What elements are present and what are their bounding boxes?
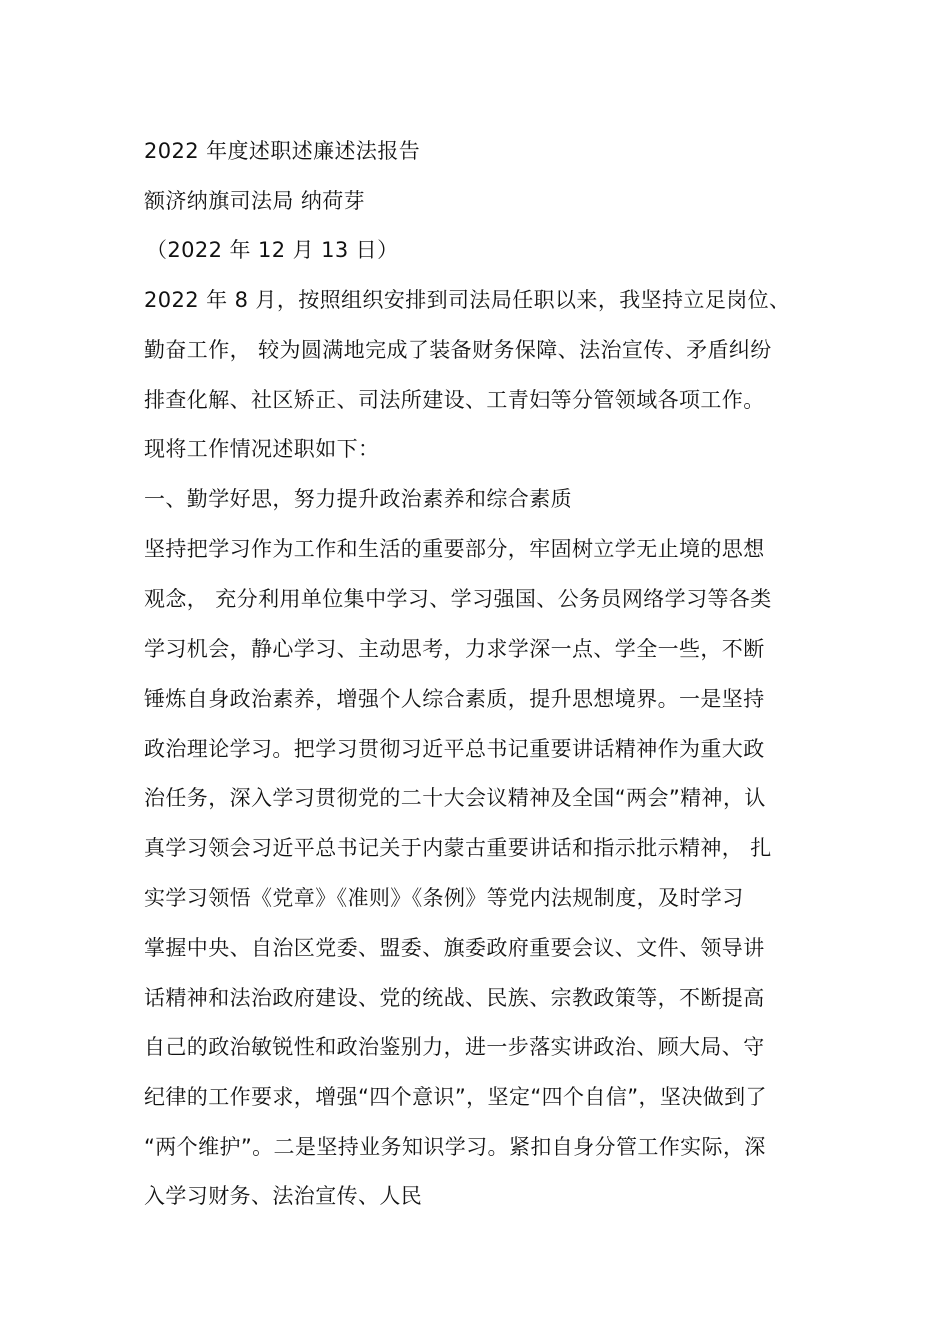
section-heading: 一、勤学好思，努力提升政治素养和综合素质 [144,487,572,511]
body-line: “两个维护”。二是坚持业务知识学习。紧扣自身分管工作实际，深 [144,1135,766,1159]
body-line: 政治理论学习。把学习贯彻习近平总书记重要讲话精神作为重大政 [144,737,765,761]
body-line: 观念， 充分利用单位集中学习、学习强国、公务员网络学习等各类 [144,587,772,611]
document-title: 2022 年度述职述廉述法报告 [144,139,421,163]
body-line: 掌握中央、自治区党委、盟委、旗委政府重要会议、文件、领导讲 [144,936,765,960]
body-line: 排查化解、社区矫正、司法所建设、工青妇等分管领域各项工作。 [144,388,765,412]
body-line: 现将工作情况述职如下： [144,437,380,461]
document-date: （2022 年 12 月 13 日） [146,238,399,262]
body-line: 学习机会，静心学习、主动思考，力求学深一点、学全一些，不断 [144,637,765,661]
body-line: 真学习领会习近平总书记关于内蒙古重要讲话和指示批示精神， 扎 [144,836,772,860]
body-line: 话精神和法治政府建设、党的统战、民族、宗教政策等，不断提高 [144,986,765,1010]
body-line: 2022 年 8 月，按照组织安排到司法局任职以来，我坚持立足岗位、 [144,288,791,312]
body-line: 坚持把学习作为工作和生活的重要部分，牢固树立学无止境的思想 [144,537,765,561]
document-author: 额济纳旗司法局 纳荷芽 [144,189,366,213]
body-line: 锤炼自身政治素养，增强个人综合素质，提升思想境界。一是坚持 [144,687,765,711]
body-line: 治任务，深入学习贯彻党的二十大会议精神及全国“两会”精神，认 [144,786,766,810]
body-line: 勤奋工作， 较为圆满地完成了装备财务保障、法治宣传、矛盾纠纷 [144,338,772,362]
body-line: 自己的政治敏锐性和政治鉴别力，进一步落实讲政治、顾大局、守 [144,1035,765,1059]
body-line: 实学习领悟《党章》《准则》《条例》等党内法规制度，及时学习 [144,886,744,910]
body-line: 入学习财务、法治宣传、人民 [144,1184,423,1208]
body-line: 纪律的工作要求，增强“四个意识”，坚定“四个自信”，坚决做到了 [144,1085,767,1109]
